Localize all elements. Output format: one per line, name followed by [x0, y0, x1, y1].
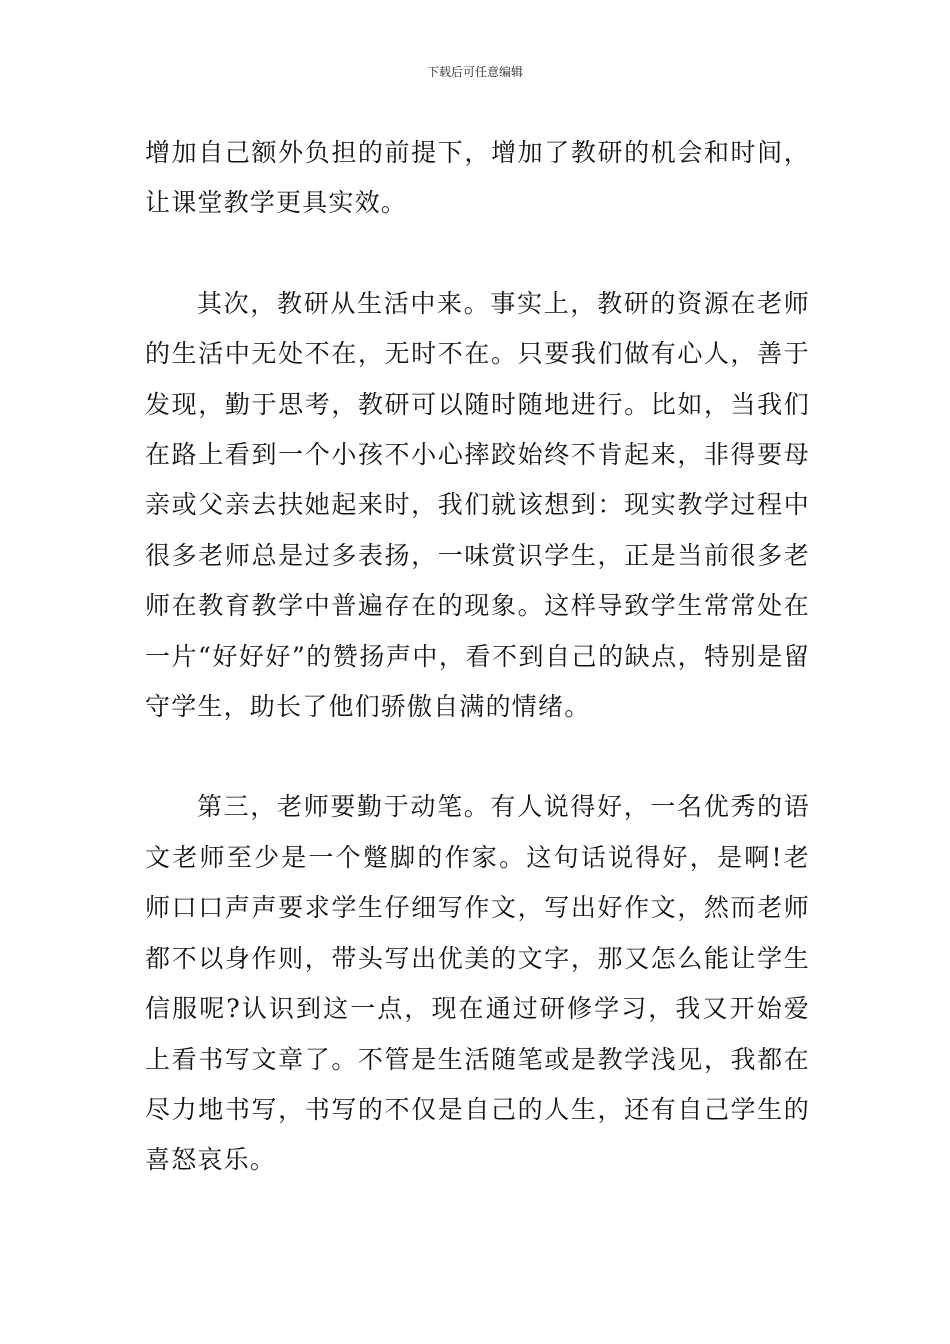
page-header-note: 下载后可任意编辑 [426, 65, 523, 79]
paragraph-second-point: 其次，教研从生活中来。事实上，教研的资源在老师的生活中无处不在，无时不在。只要我们做有心人，善于发现，勤于思考，教研可以随时随地进行。比如，当我们在路上看到一个小孩不小心摔跤始终不肯起来，非得要母亲或父亲去扶她起来时，我们就该想到：现实教学过程中很多老师总是过多表扬，一味赏识学生，正是当前很多老师在教育教学中普遍存在的现象。这样导致学生常常处在一片“好好好”的赞扬声中，看不到自己的缺点，特别是留守学生，助长了他们骄傲自满的情绪。 [145, 288, 810, 722]
paragraph-third-point: 第三，老师要勤于动笔。有人说得好，一名优秀的语文老师至少是一个蹩脚的作家。这句话说得好，是啊!老师口口声声要求学生仔细写作文，写出好作文，然而老师都不以身作则，带头写出优美的文字，那又怎么能让学生信服呢?认识到这一点，现在通过研修学习，我又开始爱上看书写文章了。不管是生活随笔或是教学浅见，我都在尽力地书写，书写的不仅是自己的人生，还有自己学生的喜怒哀乐。 [145, 792, 810, 1175]
document-body [145, 128, 810, 1186]
paragraph-continuation: 增加自己额外负担的前提下，增加了教研的机会和时间，让课堂教学更具实效。 [145, 138, 810, 218]
